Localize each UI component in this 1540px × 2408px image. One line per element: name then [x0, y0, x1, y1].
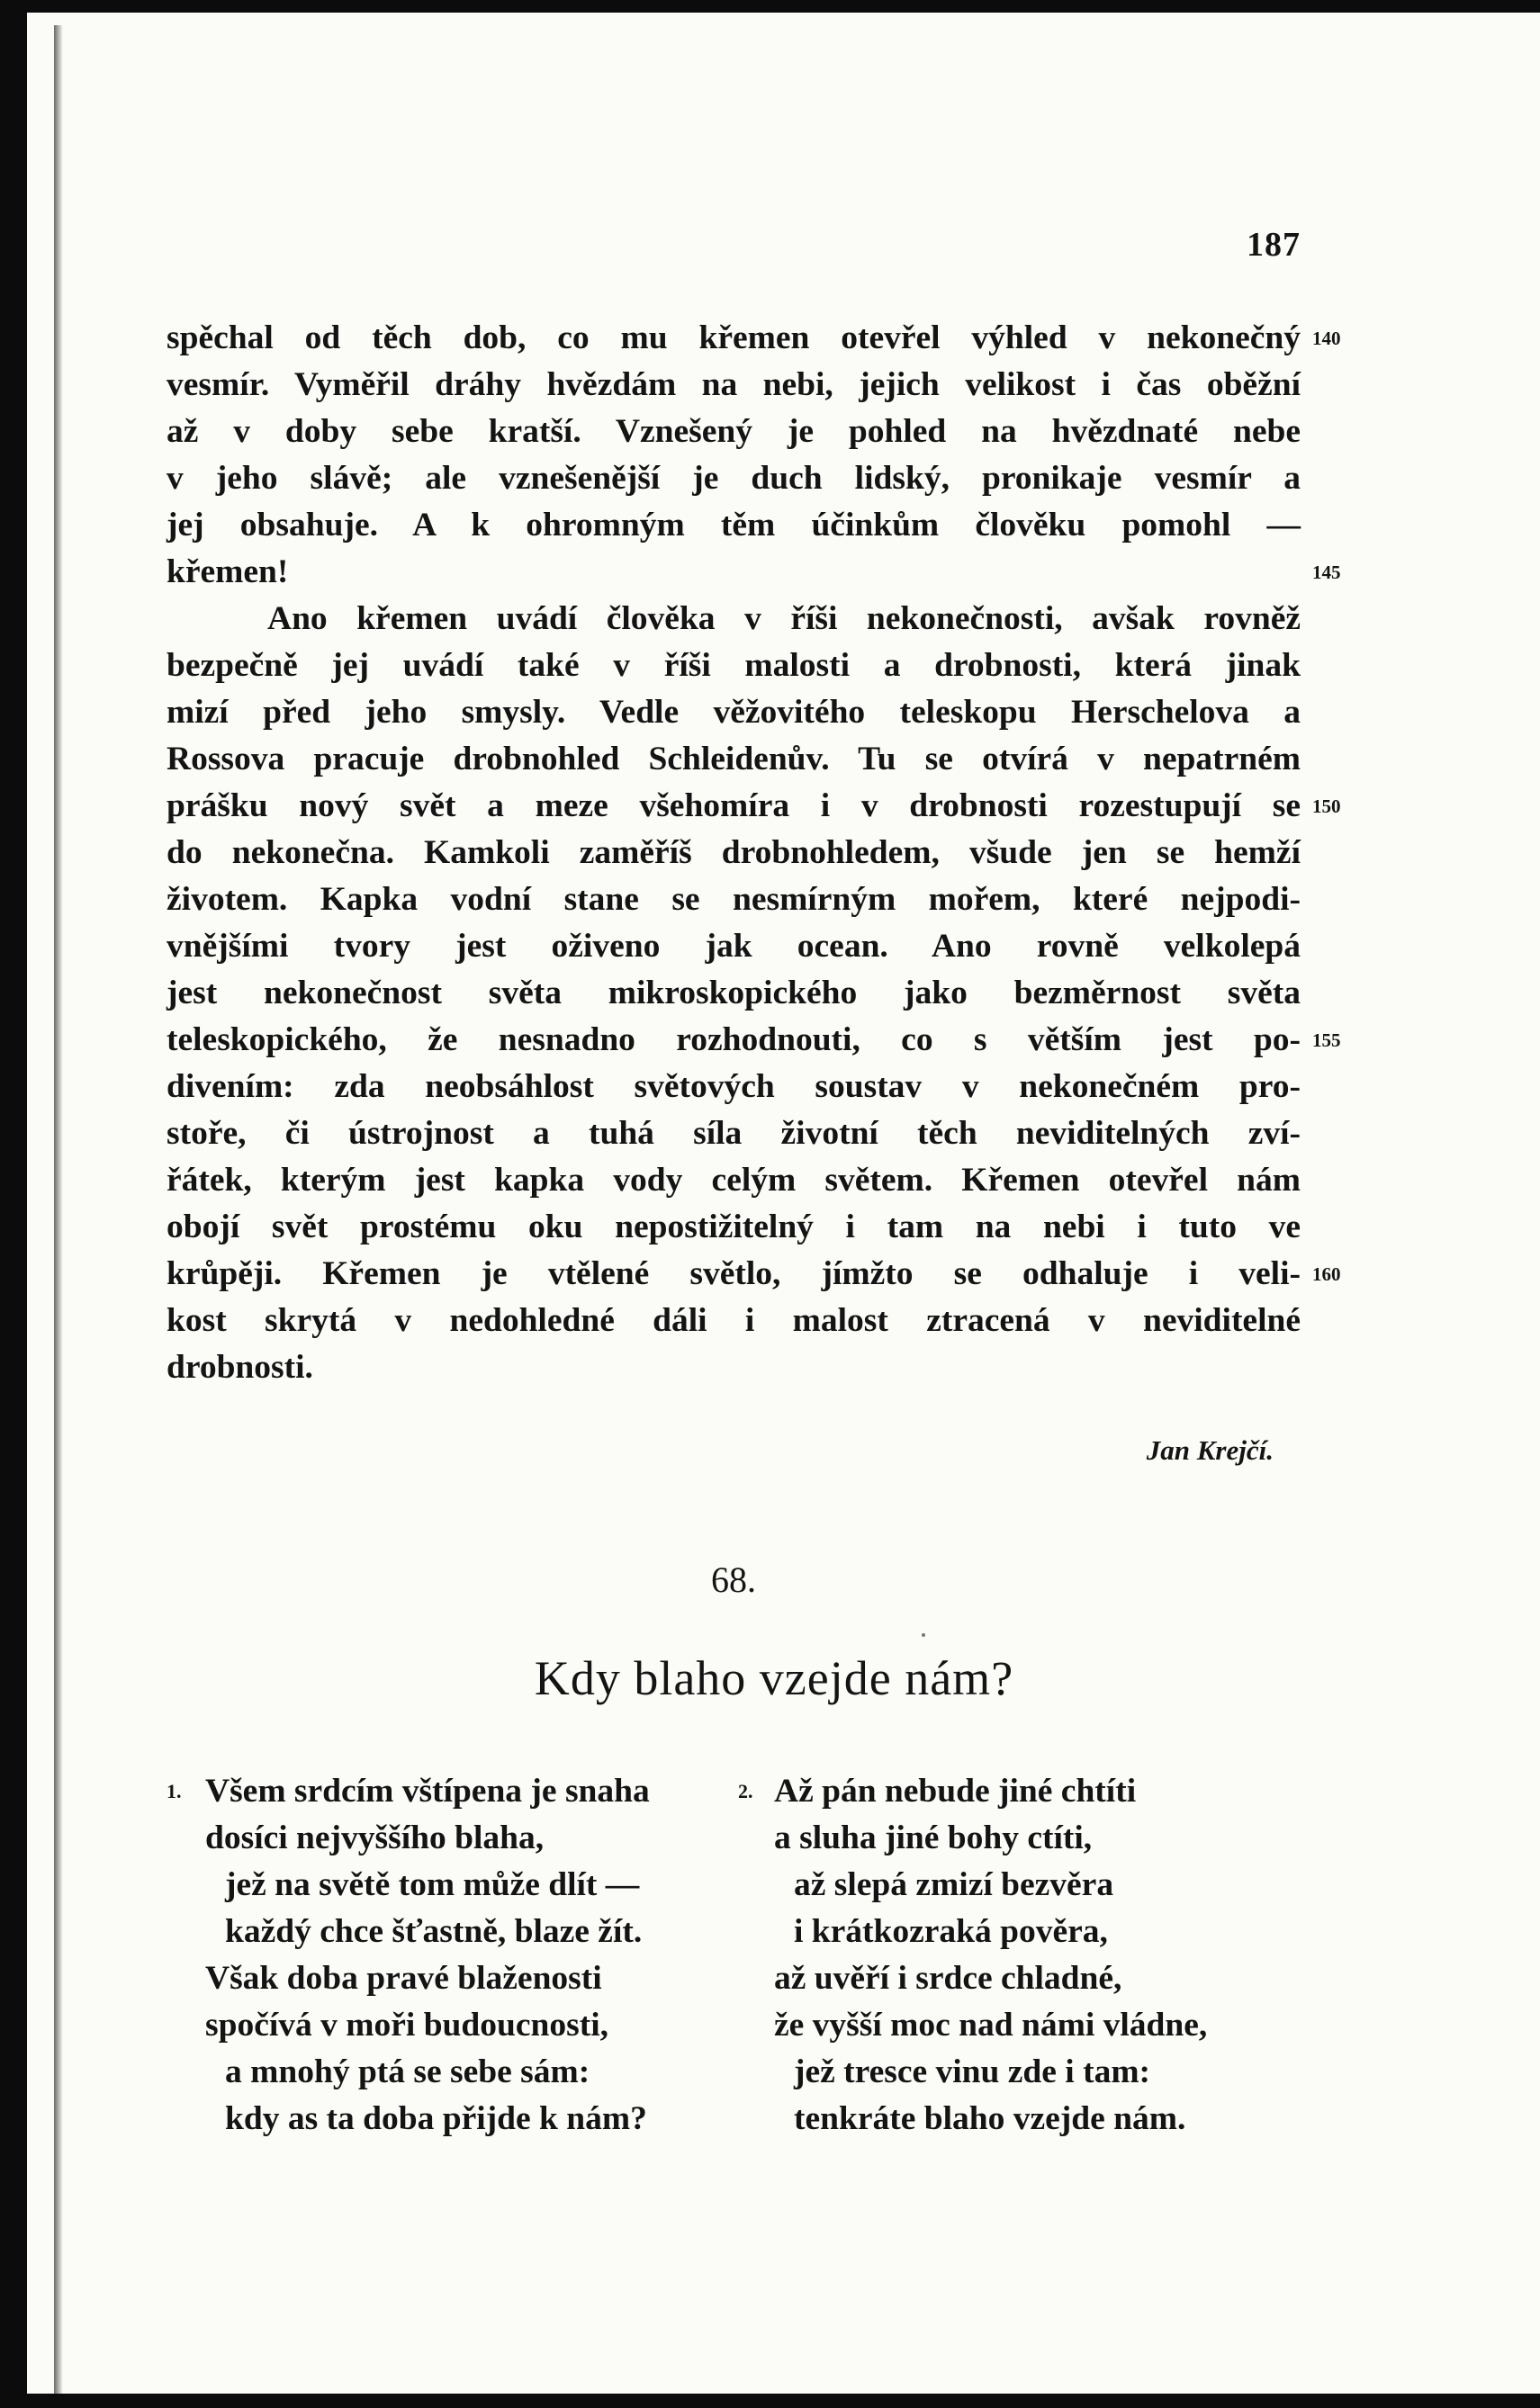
prose-line: drobnosti. [167, 1349, 313, 1386]
prose-line: jej obsahuje. A k ohromným těm účinkům člověku pomohl — [167, 507, 1301, 544]
prose-line: obojí svět prostému oku nepostižitelný i tam na nebi i tuto ve [167, 1208, 1301, 1245]
verse-line: Všem srdcím vštípena je snaha [205, 1773, 650, 1810]
prose-line: jest nekonečnost světa mikroskopického jako bezměrnost světa [167, 975, 1301, 1011]
prose-line: kost skrytá v nedohledné dáli i malost ztracená v neviditelné [167, 1302, 1301, 1339]
prose-line: prášku nový svět a meze všehomíra i v drobnosti rozestupují se [167, 787, 1301, 824]
line-number-150: 150 [1312, 795, 1341, 817]
stanza-1 [205, 1768, 650, 2143]
verse-line: spočívá v moři budoucnosti, [205, 2007, 608, 2044]
stanza-number-2: 2. [738, 1780, 753, 1802]
verse-line: Až pán nebude jiné chtíti [774, 1773, 1137, 1810]
prose-line: Rossova pracuje drobnohled Schleidenův. Tu se otvírá v nepatrném [167, 741, 1301, 777]
verse-line: až slepá zmizí bezvěra [794, 1866, 1114, 1903]
print-speck [922, 1633, 925, 1637]
stanza-number-1: 1. [167, 1780, 182, 1802]
verse-line: jež tresce vinu zde i tam: [794, 2053, 1151, 2090]
line-number-145: 145 [1312, 562, 1341, 583]
verse-line: tenkráte blaho vzejde nám. [794, 2100, 1186, 2137]
scan-shadow [54, 25, 63, 2406]
line-number-155: 155 [1312, 1029, 1341, 1051]
poem-number: 68. [711, 1559, 756, 1600]
prose-line: mizí před jeho smysly. Vedle věžovitého teleskopu Herschelova a [167, 694, 1301, 731]
line-number-160: 160 [1312, 1263, 1341, 1285]
verse-line: Však doba pravé blaženosti [205, 1960, 602, 1997]
prose-line: bezpečně jej uvádí také v říši malosti a drobnosti, která jinak [167, 647, 1301, 684]
prose-line: vesmír. Vyměřil dráhy hvězdám na nebi, jejich velikost i čas oběžní [167, 366, 1301, 403]
verse-line: jež na světě tom může dlít — [225, 1866, 640, 1903]
prose-line: stoře, či ústrojnost a tuhá síla životní těch neviditelných zví- [167, 1115, 1301, 1152]
verse-line: že vyšší moc nad námi vládne, [774, 2007, 1208, 2044]
line-number-140: 140 [1312, 328, 1341, 349]
prose-line: v jeho slávě; ale vznešenější je duch lidský, pronikaje vesmír a [167, 460, 1301, 497]
prose-line: řátek, kterým jest kapka vody celým světem. Křemen otevřel nám [167, 1162, 1301, 1199]
prose-line: do nekonečna. Kamkoli zaměříš drobnohledem, všude jen se hemží [167, 834, 1301, 871]
verse-line: a sluha jiné bohy ctíti, [774, 1819, 1093, 1856]
prose-line: životem. Kapka vodní stane se nesmírným mořem, které nejpodi- [167, 881, 1301, 918]
verse-line: a mnohý ptá se sebe sám: [225, 2053, 590, 2090]
poem-title: Kdy blaho vzejde nám? [534, 1651, 1014, 1705]
prose-line: divením: zda neobsáhlost světových soustav v nekonečném pro- [167, 1068, 1301, 1105]
prose-line: spěchal od těch dob, co mu křemen otevřel výhled v nekonečný [167, 319, 1301, 356]
stanza-2 [774, 1768, 1207, 2143]
verse-line: kdy as ta doba přijde k nám? [225, 2100, 647, 2137]
prose-text [167, 315, 1301, 1391]
verse-line: až uvěří i srdce chladné, [774, 1960, 1122, 1997]
verse-line: i krátkozraká pověra, [794, 1913, 1108, 1950]
page-number: 187 [1247, 226, 1301, 264]
author-signature: Jan Krejčí. [1146, 1434, 1274, 1466]
prose-line: křemen! [167, 553, 289, 590]
prose-line: až v doby sebe kratší. Vznešený je pohled na hvězdnaté nebe [167, 413, 1301, 450]
prose-line: krůpěji. Křemen je vtělené světlo, jímžto se odhaluje i veli- [167, 1255, 1301, 1292]
verse-line: dosíci nejvyššího blaha, [205, 1819, 545, 1856]
prose-line: vnějšími tvory jest oživeno jak ocean. Ano rovně velkolepá [167, 928, 1301, 965]
prose-line: teleskopického, že nesnadno rozhodnouti, co s větším jest po- [167, 1021, 1301, 1058]
verse-line: každý chce šťastně, blaze žít. [225, 1913, 643, 1950]
prose-line: Ano křemen uvádí člověka v říši nekonečnosti, avšak rovněž [267, 600, 1301, 637]
